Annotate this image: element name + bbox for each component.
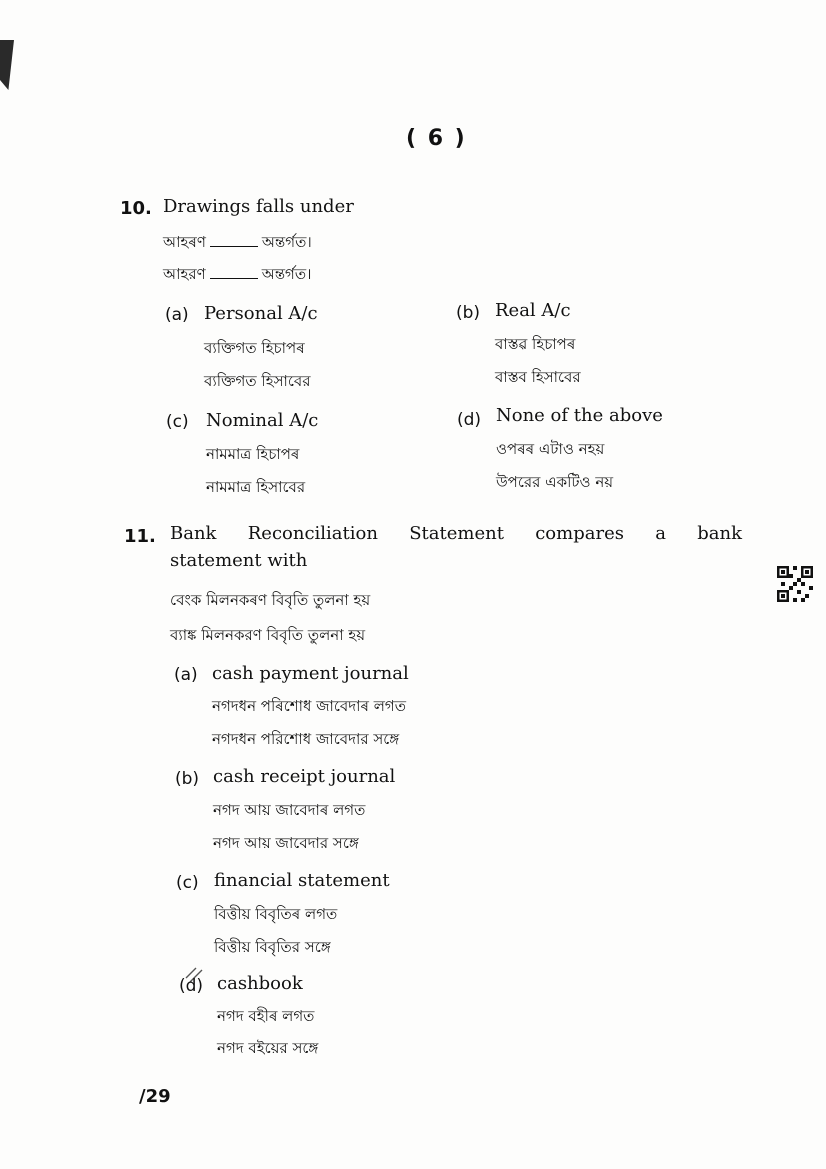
q10-option-c-assamese: নামমাত্ৰ হিচাপৰ: [206, 445, 300, 463]
footer-code: /29: [139, 1086, 171, 1107]
q11-option-c-bengali: বিত্তীয় বিবৃতির সঙ্গে: [214, 938, 331, 956]
page-corner-mark: [0, 40, 14, 90]
question-11-assamese: বেংক মিলনকৰণ বিবৃতি তুলনা হয়: [170, 591, 371, 609]
q11-option-d-bengali: নগদ বইয়ের সঙ্গে: [217, 1039, 319, 1057]
question-11-number: 11.: [124, 526, 156, 547]
q11-option-a-assamese: নগদধন পৰিশোধ জাবেদাৰ লগত: [212, 697, 406, 715]
q11-option-c-letter: (c): [176, 873, 199, 893]
q10-option-b-letter: (b): [456, 303, 481, 323]
q11-option-a-bengali: নগদধন পরিশোধ জাবেদার সঙ্গে: [212, 730, 400, 748]
q11-option-b-assamese: নগদ আয় জাবেদাৰ লগত: [213, 801, 366, 819]
question-11-bengali: ব্যাঙ্ক মিলনকরণ বিবৃতি তুলনা হয়: [170, 626, 366, 644]
question-10-text: Drawings falls under: [163, 196, 354, 217]
question-11-text-line1: Bank Reconciliation Statement compares a bank: [170, 523, 742, 544]
q10-option-a-letter: (a): [165, 305, 189, 325]
q10-option-c-text: Nominal A/c: [206, 410, 319, 431]
q11-option-d-letter: (d): [179, 976, 204, 996]
q10-option-b-assamese: বাস্তৱ হিচাপৰ: [495, 335, 576, 353]
q11-option-d-text: cashbook: [217, 973, 303, 994]
page-number: ( 6 ): [406, 126, 467, 151]
q11-option-c-assamese: বিত্তীয় বিবৃতিৰ লগত: [214, 905, 338, 923]
q10-option-c-letter: (c): [166, 412, 189, 432]
question-10-bengali: আহরণ অন্তর্গত।: [163, 265, 312, 283]
q10-option-a-text: Personal A/c: [204, 303, 318, 324]
q10-option-d-text: None of the above: [496, 405, 663, 426]
q10-option-d-letter: (d): [457, 410, 482, 430]
q10-option-c-bengali: নামমাত্র হিসাবের: [206, 478, 306, 496]
q11-option-a-text: cash payment journal: [212, 663, 409, 684]
q11-option-a-letter: (a): [174, 665, 198, 685]
q10-option-d-bengali: উপরের একটিও নয়: [496, 473, 614, 491]
q11-option-b-bengali: নগদ আয় জাবেদার সঙ্গে: [213, 834, 359, 852]
q10-option-d-assamese: ওপৰৰ এটাও নহয়: [496, 440, 605, 458]
q11-option-b-letter: (b): [175, 769, 200, 789]
q10-option-b-bengali: বাস্তব হিসাবের: [495, 368, 581, 386]
q11-option-d-assamese: নগদ বহীৰ লগত: [217, 1007, 315, 1025]
q10-option-a-bengali: ব্যক্তিগত হিসাবের: [204, 372, 311, 390]
q11-option-c-text: financial statement: [214, 870, 390, 891]
q10-option-a-assamese: ব্যক্তিগত হিচাপৰ: [204, 339, 305, 357]
question-10-assamese: আহৰণ অন্তৰ্গত।: [163, 233, 312, 251]
q10-option-b-text: Real A/c: [495, 300, 571, 321]
question-11-text-line2: statement with: [170, 550, 308, 571]
question-10-number: 10.: [120, 198, 152, 219]
qr-code-icon: [777, 566, 813, 602]
q11-option-b-text: cash receipt journal: [213, 766, 396, 787]
